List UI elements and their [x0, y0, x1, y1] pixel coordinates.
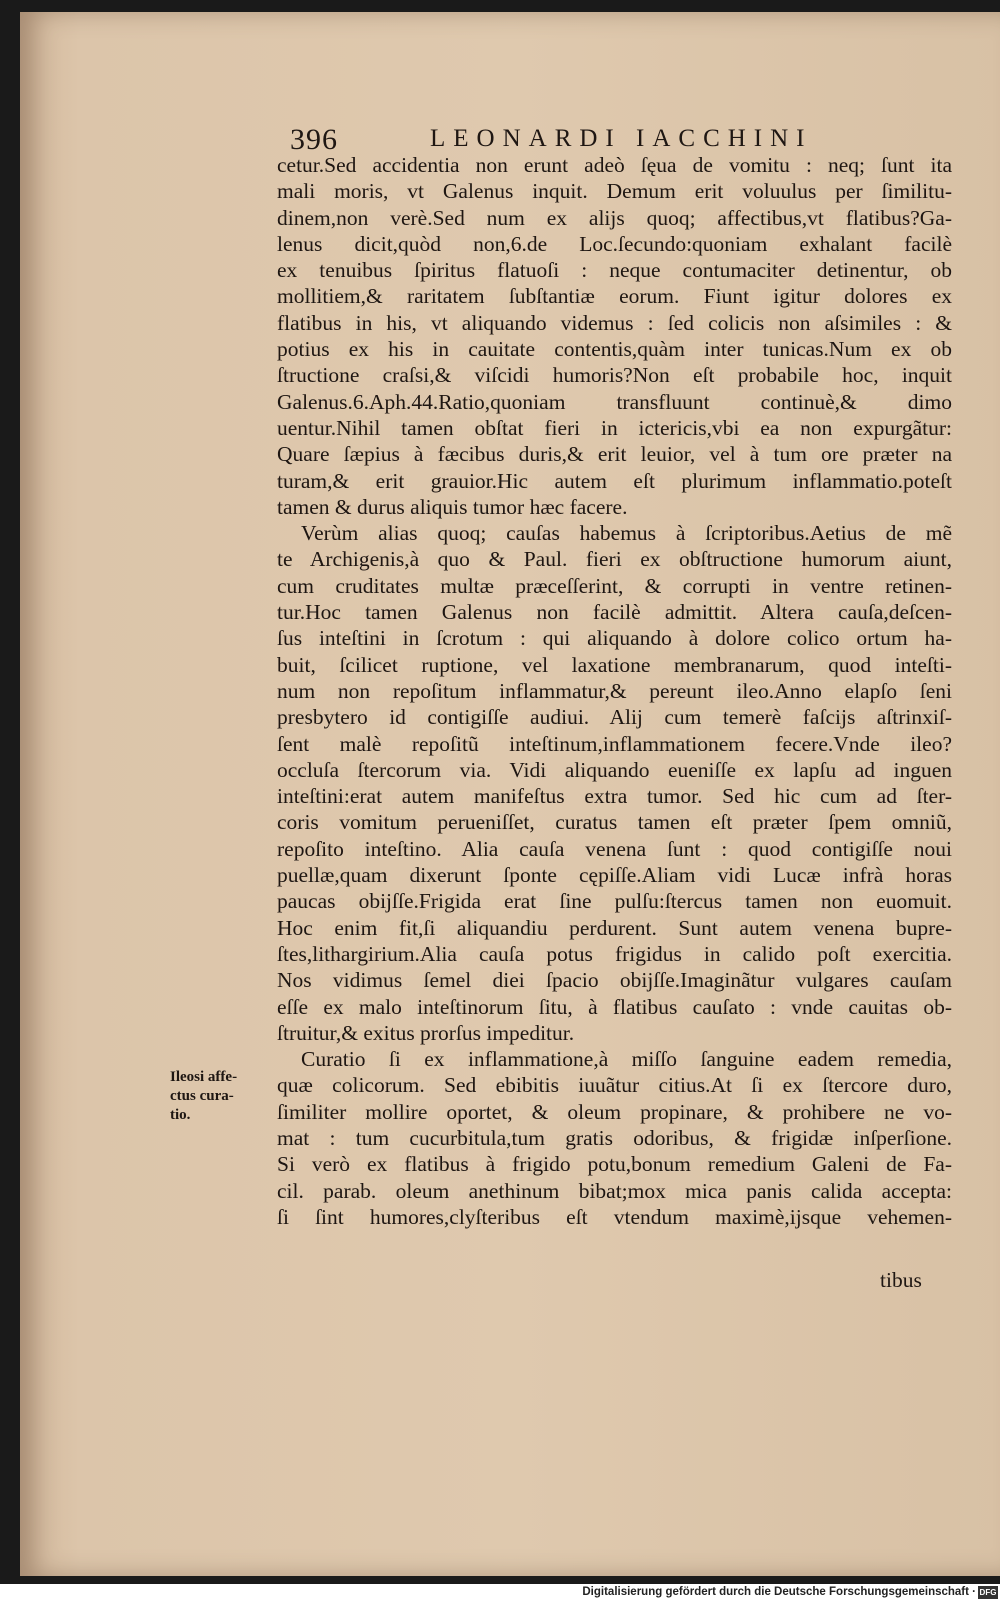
- text-line: coris vomitum perueniſſet, curatus tamen eſt præter ſpem omniũ,: [277, 810, 952, 835]
- text-line: quæ colicorum. Sed ebibitis iuuãtur citius.At ſi ex ſtercore duro,: [277, 1073, 952, 1098]
- text-line: turam,& erit grauior.Hic autem eſt plurimum inflammatio.poteſt: [277, 468, 952, 493]
- margin-note-line: tio.: [170, 1107, 191, 1123]
- text-line: cil. parab. oleum anethinum bibat;mox mica panis calida accepta:: [277, 1178, 952, 1203]
- text-line: paucas obijſſe.Frigida erat ſine pulſu:ſtercus tamen non euomuit.: [277, 889, 952, 914]
- text-line: cetur.Sed accidentia non erunt adeò ſęua de vomitu : neq; ſunt ita: [277, 153, 952, 177]
- text-line: ſtes,lithargirium.Alia cauſa potus frigidus in calido poſt exercitia.: [277, 941, 952, 966]
- text-line: potius ex his in cauitate contentis,quàm inter tunicas.Num ex ob: [277, 337, 952, 362]
- text-line: ſi ſint humores,clyſteribus eſt vtendum maximè,ijsque vehemen-: [277, 1204, 952, 1229]
- text-line: Nos vidimus ſemel diei ſpacio obijſſe.Imaginãtur vulgares cauſam: [277, 968, 952, 993]
- text-line: ex tenuibus ſpiritus flatuoſi : neque contumaciter detinentur, ob: [277, 258, 952, 283]
- text-line: flatibus in his, vt aliquando videmus : ſed colicis non aſsimiles : &: [277, 310, 952, 335]
- text-line: ſtructione craſsi,& viſcidi humoris?Non eſt probabile hoc, inquit: [277, 363, 952, 388]
- dfg-logo: DFG: [979, 1588, 997, 1597]
- text-line: cum cruditates multæ præceſſerint, & corrupti in ventre retinen-: [277, 573, 952, 598]
- catchword: tibus: [880, 1268, 922, 1292]
- funding-credit: Digitalisierung gefördert durch die Deutsche Forschungsgemeinschaft ·: [582, 1586, 976, 1598]
- text-line: lenus dicit,quòd non,6.de Loc.ſecundo:quoniam exhalant facilè: [277, 231, 952, 256]
- text-line: Quare ſæpius à fæcibus duris,& erit leuior, vel à tum ore præter na: [277, 442, 952, 467]
- text-line: mali moris, vt Galenus inquit. Demum erit voluulus per ſimilitu-: [277, 179, 952, 204]
- text-line: mat : tum cucurbitula,tum gratis odoribus, & frigidæ inſperſione.: [277, 1125, 952, 1150]
- margin-note-line: Ileosi affe-: [170, 1069, 238, 1085]
- footer-bar: [0, 1584, 1000, 1603]
- text-line: dinem,non verè.Sed num ex alijs quoq; affectibus,vt flatibus?Ga-: [277, 205, 952, 230]
- text-line: ſtruitur,& exitus prorſus impeditur.: [277, 1020, 575, 1045]
- text-line: presbytero id contigiſſe audiui. Alij cum temerè faſcijs aſtrinxiſ-: [277, 705, 952, 730]
- text-line: uentur.Nihil tamen obſtat fieri in ictericis,vbi ea non expurgãtur:: [277, 415, 952, 440]
- text-line: repoſito inteſtino. Alia cauſa venena ſunt : quod contigiſſe noui: [277, 836, 952, 861]
- text-line: puellæ,quam dixerunt ſponte cępiſſe.Aliam vidi Lucæ infrà horas: [277, 863, 952, 888]
- text-line: tamen & durus aliquis tumor hæc facere.: [277, 494, 628, 519]
- text-line: ſimiliter mollire oportet, & oleum propinare, & prohibere ne vo-: [277, 1099, 952, 1124]
- text-line: Curatio ſi ex inflammatione,à miſſo ſanguine eadem remedia,: [301, 1047, 952, 1072]
- text-line: Galenus.6.Aph.44.Ratio,quoniam transfluunt continuè,& dimo: [277, 389, 952, 414]
- page-number: 396: [290, 123, 338, 156]
- text-line: Si verò ex flatibus à frigido potu,bonum remedium Galeni de Fa-: [277, 1152, 952, 1177]
- text-line: Hoc enim fit,ſi aliquandiu perdurent. Sunt autem venena bupre-: [277, 915, 952, 940]
- text-line: Verùm alias quoq; cauſas habemus à ſcriptoribus.Aetius de mẽ: [301, 521, 952, 546]
- margin-note: [170, 1068, 270, 1125]
- text-line: ſent malè repoſitũ inteſtinum,inflammationem fecere.Vnde ileo?: [277, 731, 952, 756]
- text-line: buit, ſcilicet ruptione, vel laxatione membranarum, quod inteſti-: [277, 652, 952, 677]
- text-line: occluſa ſtercorum via. Vidi aliquando eueniſſe ex lapſu ad inguen: [277, 757, 952, 782]
- text-line: eſſe ex malo inteſtinorum ſitu, à flatibus cauſato : vnde cauitas ob-: [277, 994, 952, 1019]
- text-line: inteſtini:erat autem manifeſtus extra tumor. Sed hic cum ad ſter-: [277, 784, 952, 809]
- text-line: num non repoſitum inflammatur,& pereunt ileo.Anno elapſo ſeni: [277, 678, 952, 703]
- text-line: te Archigenis,à quo & Paul. fieri ex obſtructione humorum aiunt,: [277, 547, 952, 572]
- text-line: mollitiem,& raritatem ſubſtantiæ eorum. Fiunt igitur dolores ex: [277, 284, 952, 309]
- text-line: ſus inteſtini in ſcrotum : qui aliquando à dolore colico ortum ha-: [277, 626, 952, 651]
- running-title: LEONARDI IACCHINI: [430, 125, 813, 152]
- main-text: [277, 152, 952, 1230]
- text-line: tur.Hoc tamen Galenus non facilè admittit. Altera cauſa,deſcen-: [277, 600, 952, 625]
- margin-note-line: ctus cura-: [170, 1088, 234, 1104]
